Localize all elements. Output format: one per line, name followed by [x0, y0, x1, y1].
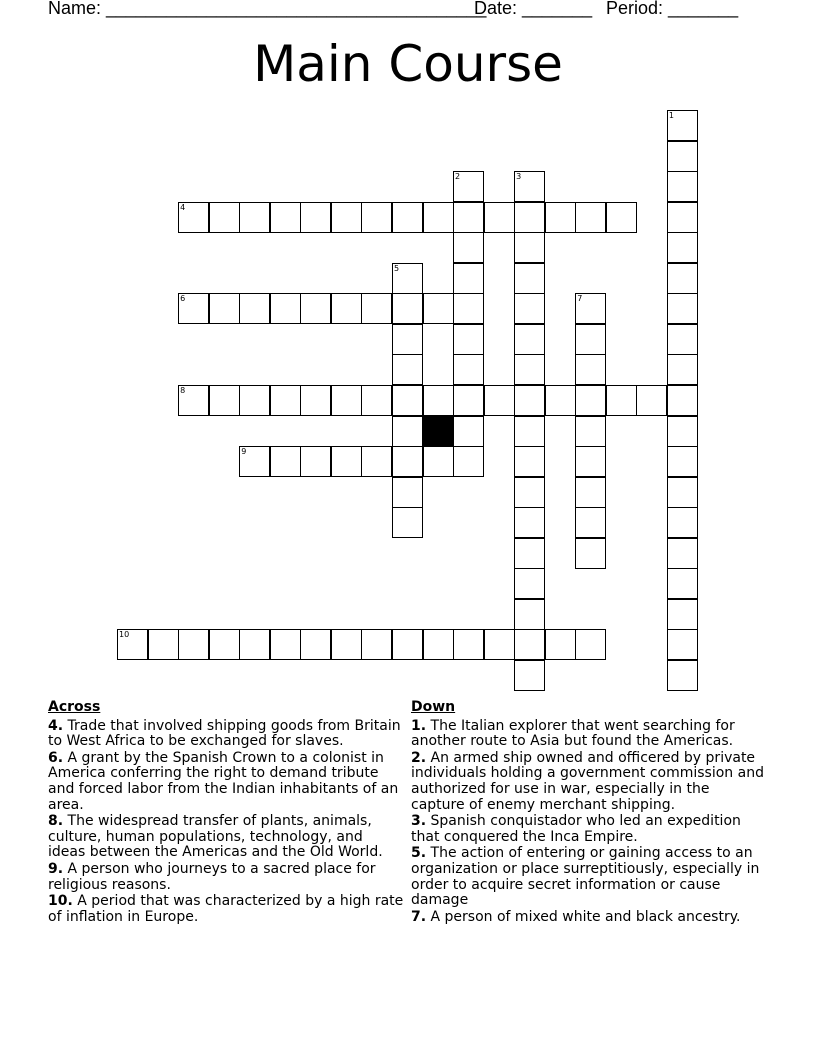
puzzle-title: Main Course [253, 35, 563, 93]
grid-cell[interactable] [270, 385, 301, 416]
cell-number: 5 [393, 263, 400, 273]
grid-cell[interactable] [239, 293, 270, 324]
black-cell [423, 416, 454, 447]
grid-cell[interactable] [484, 202, 515, 233]
across-clue [48, 751, 404, 813]
across-clue-number: 6. [48, 749, 64, 766]
grid-cell[interactable] [575, 416, 606, 447]
grid-cell[interactable] [667, 110, 698, 141]
grid-cell[interactable] [606, 202, 637, 233]
grid-cell[interactable] [423, 446, 454, 477]
period-label: Period: _______ [606, 0, 739, 18]
across-clue-text: A period that was characterized by a high rate of inflation in Europe. [48, 893, 404, 925]
grid-cell[interactable] [667, 629, 698, 660]
grid-cell[interactable] [636, 385, 667, 416]
grid-cell[interactable] [575, 507, 606, 538]
across-clue-text: A grant by the Spanish Crown to a colonist in America conferring the right to demand tribute and forced labor from the Indian inhabitants of an area. [48, 749, 399, 813]
grid-cell[interactable] [514, 599, 545, 630]
grid-cell[interactable] [667, 324, 698, 355]
across-clue [48, 814, 404, 861]
across-clues [48, 700, 404, 926]
grid-cell[interactable] [453, 263, 484, 294]
grid-cell[interactable] [361, 385, 392, 416]
grid-cell[interactable] [667, 538, 698, 569]
grid-cell[interactable] [514, 629, 545, 660]
grid-cell[interactable] [178, 385, 209, 416]
cell-number: 4 [180, 202, 186, 212]
down-clue [411, 814, 767, 845]
grid-cell[interactable] [423, 385, 454, 416]
grid-cell[interactable] [667, 354, 698, 385]
grid-cell[interactable] [484, 385, 515, 416]
down-clues [411, 700, 767, 926]
grid-cell[interactable] [514, 232, 545, 263]
grid-cell[interactable] [575, 629, 606, 660]
grid-cell[interactable] [453, 446, 484, 477]
down-clue [411, 751, 767, 813]
grid-cell[interactable] [361, 446, 392, 477]
grid-cell[interactable] [545, 202, 576, 233]
grid-cell[interactable] [667, 263, 698, 294]
grid-cell[interactable] [575, 385, 606, 416]
grid-cell[interactable] [667, 477, 698, 508]
down-clue [411, 719, 767, 750]
grid-cell[interactable] [270, 446, 301, 477]
down-clue-text: Spanish conquistador who led an expedition that conquered the Inca Empire. [411, 813, 741, 845]
across-clue-text: Trade that involved shipping goods from Britain to West Africa to be exchanged for slaves. [48, 717, 401, 750]
grid-cell[interactable] [300, 202, 331, 233]
down-clue-text: The action of entering or gaining access to an organization or place surreptitiously, especially in order to acquire secret information or cause damage [411, 845, 760, 909]
across-clue [48, 862, 404, 893]
grid-cell[interactable] [667, 293, 698, 324]
down-clue-number: 5. [411, 845, 427, 862]
grid-cell[interactable] [361, 293, 392, 324]
down-clue [411, 910, 767, 926]
grid-cell[interactable] [392, 293, 423, 324]
grid-cell[interactable] [575, 293, 606, 324]
grid-cell[interactable] [331, 446, 362, 477]
grid-cell[interactable] [453, 232, 484, 263]
down-clue-number: 7. [411, 908, 427, 925]
down-heading: Down [411, 699, 456, 715]
across-clue-text: A person who journeys to a sacred place for religious reasons. [48, 860, 376, 893]
grid-cell[interactable] [667, 416, 698, 447]
across-clue-number: 8. [48, 813, 64, 830]
grid-cell[interactable] [239, 446, 270, 477]
grid-cell[interactable] [209, 202, 240, 233]
grid-cell[interactable] [514, 446, 545, 477]
across-clue [48, 719, 404, 750]
cell-number: 9 [241, 447, 247, 457]
grid-cell[interactable] [667, 385, 698, 416]
grid-cell[interactable] [514, 263, 545, 294]
grid-cell[interactable] [148, 629, 179, 660]
grid-cell[interactable] [331, 629, 362, 660]
grid-cell[interactable] [514, 354, 545, 385]
grid-cell[interactable] [178, 293, 209, 324]
grid-cell[interactable] [392, 477, 423, 508]
grid-cell[interactable] [270, 629, 301, 660]
cell-number: 10 [119, 630, 130, 640]
grid-cell[interactable] [392, 416, 423, 447]
grid-cell[interactable] [392, 507, 423, 538]
grid-cell[interactable] [209, 629, 240, 660]
grid-cell[interactable] [423, 629, 454, 660]
grid-cell[interactable] [667, 232, 698, 263]
grid-cell[interactable] [209, 385, 240, 416]
grid-cell[interactable] [575, 477, 606, 508]
across-clue-number: 10. [48, 893, 73, 910]
grid-cell[interactable] [423, 202, 454, 233]
grid-cell[interactable] [606, 385, 637, 416]
grid-cell[interactable] [239, 629, 270, 660]
across-clue-number: 9. [48, 860, 64, 877]
across-heading: Across [48, 699, 101, 715]
across-clue-number: 4. [48, 717, 64, 734]
across-clue-text: The widespread transfer of plants, animals, culture, human populations, technology, and ideas between the Americas and the Old World. [48, 813, 383, 861]
grid-cell[interactable] [392, 202, 423, 233]
grid-cell[interactable] [453, 354, 484, 385]
grid-cell[interactable] [667, 446, 698, 477]
grid-cell[interactable] [514, 660, 545, 691]
grid-cell[interactable] [514, 477, 545, 508]
grid-cell[interactable] [300, 446, 331, 477]
grid-cell[interactable] [667, 568, 698, 599]
grid-cell[interactable] [514, 202, 545, 233]
grid-cell[interactable] [392, 385, 423, 416]
grid-cell[interactable] [453, 293, 484, 324]
grid-cell[interactable] [392, 446, 423, 477]
grid-cell[interactable] [667, 171, 698, 202]
across-clue [48, 894, 404, 925]
name-label: Name: ______________________________________ [48, 0, 487, 18]
grid-cell[interactable] [514, 171, 545, 202]
grid-cell[interactable] [514, 538, 545, 569]
grid-cell[interactable] [514, 293, 545, 324]
grid-cell[interactable] [178, 202, 209, 233]
grid-cell[interactable] [514, 324, 545, 355]
grid-cell[interactable] [331, 202, 362, 233]
down-clue-number: 3. [411, 813, 427, 830]
grid-cell[interactable] [239, 202, 270, 233]
grid-cell[interactable] [453, 385, 484, 416]
grid-cell[interactable] [575, 538, 606, 569]
grid-cell[interactable] [453, 202, 484, 233]
grid-cell[interactable] [575, 354, 606, 385]
grid-cell[interactable] [667, 507, 698, 538]
grid-cell[interactable] [667, 660, 698, 691]
grid-cell[interactable] [575, 446, 606, 477]
grid-cell[interactable] [453, 171, 484, 202]
cell-number: 2 [455, 172, 461, 182]
grid-cell[interactable] [514, 416, 545, 447]
cell-number: 1 [668, 111, 674, 120]
grid-cell[interactable] [484, 629, 515, 660]
grid-cell[interactable] [209, 293, 240, 324]
grid-cell[interactable] [667, 202, 698, 233]
down-clue-number: 1. [411, 717, 427, 734]
down-clue-text: The Italian explorer that went searching for another route to Asia but found the Americas. [411, 717, 735, 750]
grid-cell[interactable] [270, 202, 301, 233]
down-clue-text: An armed ship owned and officered by private individuals holding a government commission and authorized for use in war, especially in the capture of enemy merchant shipping. [411, 749, 764, 813]
grid-cell[interactable] [453, 324, 484, 355]
grid-cell[interactable] [667, 599, 698, 630]
grid-cell[interactable] [392, 324, 423, 355]
grid-cell[interactable] [392, 629, 423, 660]
grid-cell[interactable] [514, 507, 545, 538]
grid-cell[interactable] [423, 293, 454, 324]
grid-cell[interactable] [300, 293, 331, 324]
down-clue [411, 846, 767, 908]
grid-cell[interactable] [575, 324, 606, 355]
grid-cell[interactable] [575, 202, 606, 233]
grid-cell[interactable] [239, 385, 270, 416]
grid-cell[interactable] [331, 293, 362, 324]
cell-number: 7 [577, 294, 583, 304]
down-clue-text: A person of mixed white and black ancestry. [430, 908, 741, 925]
grid-cell[interactable] [545, 385, 576, 416]
grid-cell[interactable] [300, 385, 331, 416]
grid-cell[interactable] [667, 141, 698, 172]
cell-number: 8 [180, 385, 186, 395]
down-clue-number: 2. [411, 749, 427, 766]
grid-cell[interactable] [361, 629, 392, 660]
grid-cell[interactable] [514, 385, 545, 416]
cell-number: 6 [180, 294, 186, 304]
grid-cell[interactable] [117, 629, 148, 660]
grid-cell[interactable] [331, 385, 362, 416]
grid-cell[interactable] [270, 293, 301, 324]
grid-cell[interactable] [514, 568, 545, 599]
grid-cell[interactable] [545, 629, 576, 660]
grid-cell[interactable] [361, 202, 392, 233]
grid-cell[interactable] [392, 263, 423, 294]
grid-cell[interactable] [178, 629, 209, 660]
grid-cell[interactable] [300, 629, 331, 660]
date-label: Date: _______ [474, 0, 593, 18]
cell-number: 3 [516, 172, 522, 182]
grid-cell[interactable] [453, 629, 484, 660]
grid-cell[interactable] [453, 416, 484, 447]
grid-cell[interactable] [392, 354, 423, 385]
